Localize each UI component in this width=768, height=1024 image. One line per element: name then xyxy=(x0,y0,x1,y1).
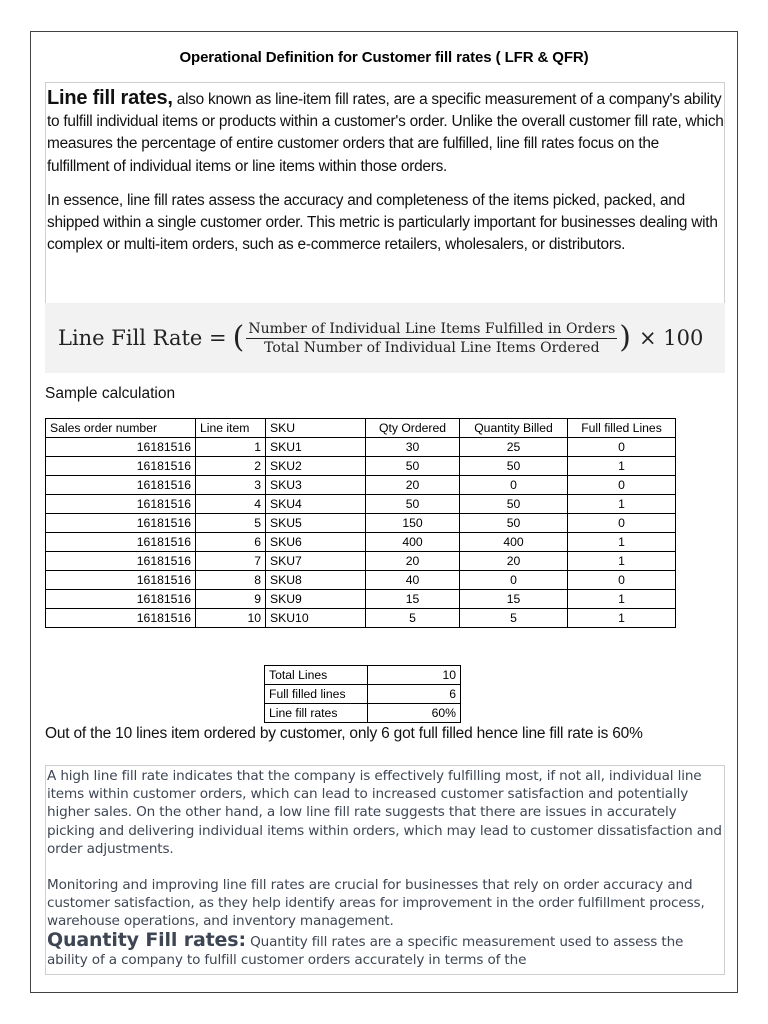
cell-quantity-billed: 400 xyxy=(460,533,568,552)
cell-full-filled: 0 xyxy=(568,438,676,457)
cell-full-filled: 1 xyxy=(568,495,676,514)
table-row xyxy=(46,457,676,476)
cell-sales-order: 16181516 xyxy=(46,590,196,609)
formula-rhs: × 100 xyxy=(639,326,704,350)
cell-line-item: 4 xyxy=(196,495,266,514)
cell-sales-order: 16181516 xyxy=(46,571,196,590)
cell-qty-ordered: 50 xyxy=(366,495,460,514)
summary-row xyxy=(265,704,461,723)
cell-sku: SKU7 xyxy=(266,552,366,571)
col-header-full-filled-lines: Full filled Lines xyxy=(568,419,676,438)
cell-full-filled: 1 xyxy=(568,609,676,628)
intro-paragraph-2: In essence, line fill rates assess the accuracy and completeness of the items picked, packed, and shipped within a single customer order. This metric is particularly important for businesses dealing with complex or multi-item orders, such as e-commerce retailers, wholesalers, or distributors. xyxy=(47,191,718,254)
table-row xyxy=(46,438,676,457)
intro-paragraph-1 xyxy=(47,87,724,178)
page-title: Operational Definition for Customer fill rates ( LFR & QFR) xyxy=(179,49,589,66)
table-row xyxy=(46,476,676,495)
formula-denominator: Total Number of Individual Line Items Ordered xyxy=(264,339,600,356)
cell-line-item: 2 xyxy=(196,457,266,476)
cell-sku: SKU10 xyxy=(266,609,366,628)
explanation-paragraph-2: Monitoring and improving line fill rates are crucial for businesses that rely on order accuracy and customer satisfaction, as they help identify areas for improvement in the order fulfillment process, warehouse operations, and inventory management. xyxy=(47,877,705,930)
cell-qty-ordered: 20 xyxy=(366,552,460,571)
col-header-qty-ordered: Qty Ordered xyxy=(366,419,460,438)
col-header-quantity-billed: Quantity Billed xyxy=(460,419,568,438)
cell-quantity-billed: 50 xyxy=(460,457,568,476)
col-header-line-item: Line item xyxy=(196,419,266,438)
summary-label: Line fill rates xyxy=(265,704,368,723)
col-header-sku: SKU xyxy=(266,419,366,438)
cell-full-filled: 0 xyxy=(568,514,676,533)
cell-sku: SKU1 xyxy=(266,438,366,457)
cell-full-filled: 1 xyxy=(568,533,676,552)
cell-line-item: 3 xyxy=(196,476,266,495)
cell-line-item: 9 xyxy=(196,590,266,609)
cell-quantity-billed: 0 xyxy=(460,571,568,590)
cell-qty-ordered: 150 xyxy=(366,514,460,533)
intro-text-box[interactable] xyxy=(45,82,725,332)
cell-sales-order: 16181516 xyxy=(46,533,196,552)
cell-sales-order: 16181516 xyxy=(46,495,196,514)
conclusion-text: Out of the 10 lines item ordered by customer, only 6 got full filled hence line fill rate is 60% xyxy=(45,725,643,742)
cell-sales-order: 16181516 xyxy=(46,476,196,495)
intro-paragraph-1-text: also known as line-item fill rates, are a specific measurement of a company's ability to fulfill individual items or products within a customer's order. Unlike the overall customer fill rate, which measures the percentage of entire customer orders that are fulfilled, line fill rates focus on the fulfillment of individual items or line items within those orders. xyxy=(47,91,724,175)
cell-qty-ordered: 400 xyxy=(366,533,460,552)
cell-sales-order: 16181516 xyxy=(46,552,196,571)
table-row xyxy=(46,495,676,514)
explanation-text-box[interactable] xyxy=(45,765,725,975)
cell-qty-ordered: 5 xyxy=(366,609,460,628)
quantity-fill-rates-heading: Quantity Fill rates: xyxy=(47,928,246,951)
cell-qty-ordered: 50 xyxy=(366,457,460,476)
cell-sales-order: 16181516 xyxy=(46,457,196,476)
cell-line-item: 6 xyxy=(196,533,266,552)
qfr-paragraph-text: Quantity fill rates are a specific measurement used to assess the ability of a company to fulfill customer orders accurately in terms of the xyxy=(47,933,684,968)
cell-line-item: 8 xyxy=(196,571,266,590)
cell-full-filled: 1 xyxy=(568,590,676,609)
cell-qty-ordered: 15 xyxy=(366,590,460,609)
col-header-sales-order: Sales order number xyxy=(46,419,196,438)
cell-sku: SKU9 xyxy=(266,590,366,609)
cell-sku: SKU5 xyxy=(266,514,366,533)
cell-sales-order: 16181516 xyxy=(46,438,196,457)
cell-quantity-billed: 25 xyxy=(460,438,568,457)
formula-open-paren: ( xyxy=(232,320,245,355)
cell-full-filled: 1 xyxy=(568,552,676,571)
cell-sales-order: 16181516 xyxy=(46,514,196,533)
table-row xyxy=(46,552,676,571)
summary-value: 6 xyxy=(368,685,461,704)
formula-numerator: Number of Individual Line Items Fulfilled in Orders xyxy=(248,320,616,337)
summary-row xyxy=(265,666,461,685)
cell-line-item: 5 xyxy=(196,514,266,533)
formula-close-paren: ) xyxy=(619,320,632,355)
qfr-paragraph xyxy=(47,928,724,969)
cell-quantity-billed: 5 xyxy=(460,609,568,628)
formula-lhs: Line Fill Rate = xyxy=(58,326,227,350)
cell-qty-ordered: 30 xyxy=(366,438,460,457)
summary-value: 10 xyxy=(368,666,461,685)
cell-quantity-billed: 20 xyxy=(460,552,568,571)
cell-sku: SKU2 xyxy=(266,457,366,476)
cell-line-item: 10 xyxy=(196,609,266,628)
summary-table xyxy=(264,665,461,723)
line-fill-rates-heading: Line fill rates, xyxy=(47,87,173,109)
table-header-row xyxy=(46,419,676,438)
cell-sku: SKU8 xyxy=(266,571,366,590)
table-row xyxy=(46,609,676,628)
cell-quantity-billed: 50 xyxy=(460,495,568,514)
cell-sku: SKU6 xyxy=(266,533,366,552)
cell-line-item: 7 xyxy=(196,552,266,571)
cell-full-filled: 0 xyxy=(568,476,676,495)
explanation-paragraph-1: A high line fill rate indicates that the company is effectively fulfilling most, if not all, individual line items within customer orders, which can lead to increased customer satisfaction and potentially higher sales. On the other hand, a low line fill rate suggests that there are issues in accurately picking and delivering individual items within orders, which may lead to customer dissatisfaction and order adjustments. xyxy=(47,768,722,857)
cell-full-filled: 1 xyxy=(568,457,676,476)
cell-sales-order: 16181516 xyxy=(46,609,196,628)
summary-value: 60% xyxy=(368,704,461,723)
cell-sku: SKU4 xyxy=(266,495,366,514)
cell-line-item: 1 xyxy=(196,438,266,457)
cell-quantity-billed: 0 xyxy=(460,476,568,495)
cell-sku: SKU3 xyxy=(266,476,366,495)
summary-row xyxy=(265,685,461,704)
cell-full-filled: 0 xyxy=(568,571,676,590)
cell-quantity-billed: 15 xyxy=(460,590,568,609)
summary-label: Full filled lines xyxy=(265,685,368,704)
summary-label: Total Lines xyxy=(265,666,368,685)
cell-qty-ordered: 40 xyxy=(366,571,460,590)
document-page xyxy=(30,31,738,993)
sample-calculation-label: Sample calculation xyxy=(45,385,176,402)
cell-quantity-billed: 50 xyxy=(460,514,568,533)
table-row xyxy=(46,590,676,609)
table-row xyxy=(46,571,676,590)
table-row xyxy=(46,514,676,533)
sample-order-table xyxy=(45,418,676,628)
line-fill-rate-formula xyxy=(45,303,725,373)
formula-fraction xyxy=(246,321,617,356)
table-row xyxy=(46,533,676,552)
cell-qty-ordered: 20 xyxy=(366,476,460,495)
